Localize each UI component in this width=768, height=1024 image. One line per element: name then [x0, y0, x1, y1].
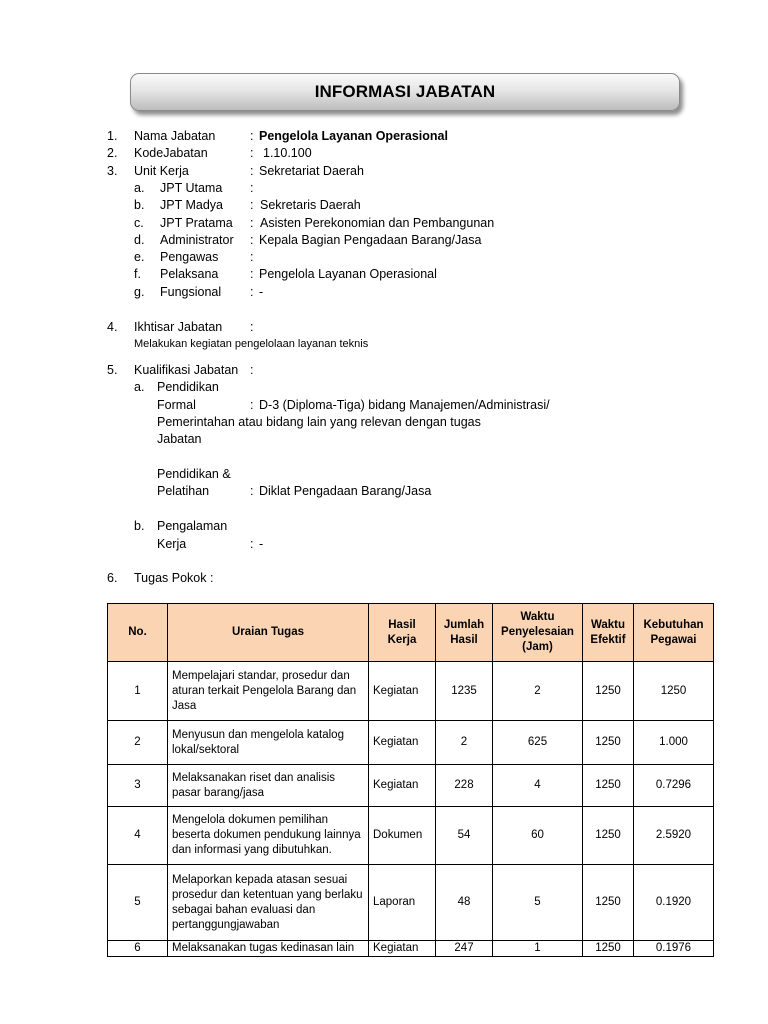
- cell-no: 2: [108, 721, 168, 765]
- header-line: Waktu: [520, 611, 555, 623]
- cell-no: 1: [108, 662, 168, 721]
- cell-jumlah: 247: [436, 941, 493, 957]
- cell-waktu-penyelesaian: 5: [493, 865, 583, 941]
- cell-jumlah: 1235: [436, 662, 493, 721]
- pengalaman-colon: :: [250, 537, 254, 551]
- header-line: Kebutuhan: [643, 618, 704, 631]
- table-row: [108, 807, 714, 865]
- field-colon: :: [250, 146, 254, 160]
- diklat-label-line2: Pelatihan: [157, 484, 210, 498]
- cell-kebutuhan: 1.000: [634, 721, 714, 765]
- item-value: Asisten Perekonomian dan Pembangunan: [260, 216, 495, 230]
- cell-waktu-penyelesaian: 60: [493, 807, 583, 865]
- cell-waktu-efektif: 1250: [583, 865, 634, 941]
- item-letter: c.: [134, 216, 144, 230]
- header-uraian-tugas: Uraian Tugas: [168, 604, 369, 662]
- table-header-row: [108, 604, 714, 662]
- table-row: [108, 765, 714, 807]
- item-label: Administrator: [160, 233, 234, 247]
- cell-waktu-efektif: 1250: [583, 941, 634, 957]
- header-jumlah-hasil: [436, 604, 493, 662]
- cell-waktu-efektif: 1250: [583, 662, 634, 721]
- item-letter: e.: [134, 250, 145, 264]
- formal-label: Formal: [157, 398, 196, 412]
- header-waktu-efektif: [583, 604, 634, 662]
- header-line: Waktu: [590, 618, 626, 631]
- item-letter: a.: [134, 181, 145, 195]
- field-label: Nama Jabatan: [134, 129, 216, 143]
- item-label: JPT Utama: [160, 181, 223, 195]
- cell-hasil: Kegiatan: [369, 765, 436, 807]
- cell-waktu-penyelesaian: 625: [493, 721, 583, 765]
- item-colon: :: [250, 233, 254, 247]
- header-line: Hasil: [450, 633, 478, 646]
- item-label: Pengawas: [160, 250, 219, 264]
- field-colon: :: [250, 129, 254, 143]
- field-number: 3.: [107, 164, 118, 178]
- cell-hasil: Dokumen: [369, 807, 436, 865]
- cell-kebutuhan: 1250: [634, 662, 714, 721]
- field-label: KodeJabatan: [134, 146, 208, 160]
- cell-hasil: Kegiatan: [369, 662, 436, 721]
- cell-waktu-penyelesaian: 2: [493, 662, 583, 721]
- formal-value-line3: Jabatan: [157, 432, 202, 446]
- table-row: [108, 941, 714, 957]
- field-number: 1.: [107, 129, 118, 143]
- field-number: 2.: [107, 146, 118, 160]
- pengalaman-value: -: [259, 537, 264, 551]
- section-label: Kualifikasi Jabatan: [134, 363, 239, 377]
- header-line: Pegawai: [650, 633, 697, 646]
- diklat-label-line1: Pendidikan &: [157, 467, 231, 481]
- title-banner: [130, 73, 680, 111]
- cell-hasil: Kegiatan: [369, 941, 436, 957]
- cell-waktu-efektif: 1250: [583, 765, 634, 807]
- page-title: INFORMASI JABATAN: [314, 82, 496, 101]
- item-label: Pelaksana: [160, 267, 219, 281]
- cell-no: 4: [108, 807, 168, 865]
- cell-hasil: Laporan: [369, 865, 436, 941]
- cell-uraian: Melaporkan kepada atasan sesuai prosedur dan ketentuan yang berlaku sebagai bahan evaluasi dan pertanggungjawaban: [168, 865, 369, 941]
- header-hasil-kerja: Hasil Kerja: [369, 604, 436, 662]
- table-row: [108, 865, 714, 941]
- item-label: Fungsional: [160, 285, 222, 299]
- item-colon: :: [250, 267, 254, 281]
- header-line: (Jam): [522, 641, 553, 653]
- cell-kebutuhan: 0.1920: [634, 865, 714, 941]
- cell-jumlah: 48: [436, 865, 493, 941]
- tugas-pokok-table: [107, 603, 714, 957]
- cell-hasil: Kegiatan: [369, 721, 436, 765]
- cell-uraian: Mempelajari standar, prosedur dan aturan terkait Pengelola Barang dan Jasa: [168, 662, 369, 721]
- pengalaman-label-line1: Pengalaman: [157, 519, 228, 533]
- formal-value-line2: Pemerintahan atau bidang lain yang relevan dengan tugas: [157, 415, 481, 429]
- formal-colon: :: [250, 398, 254, 412]
- item-letter: b.: [134, 198, 145, 212]
- section-number: 6.: [107, 571, 118, 585]
- section-label: Tugas Pokok :: [134, 571, 214, 585]
- pengalaman-label-line2: Kerja: [157, 537, 187, 551]
- cell-no: 3: [108, 765, 168, 807]
- header-line: Penyelesaian: [501, 626, 574, 638]
- item-colon: :: [250, 181, 254, 195]
- item-colon: :: [250, 198, 254, 212]
- field-label: Unit Kerja: [134, 164, 189, 178]
- item-letter: b.: [134, 519, 145, 533]
- item-colon: :: [250, 216, 254, 230]
- pendidikan-label: Pendidikan: [157, 380, 219, 394]
- item-letter: g.: [134, 285, 145, 299]
- header-waktu-penyelesaian: [493, 604, 583, 662]
- section-label: Ikhtisar Jabatan: [134, 320, 223, 334]
- formal-value-line1: D-3 (Diploma-Tiga) bidang Manajemen/Administrasi/: [259, 398, 550, 412]
- item-label: JPT Pratama: [160, 216, 233, 230]
- cell-kebutuhan: 2.5920: [634, 807, 714, 865]
- item-colon: :: [250, 250, 254, 264]
- header-line: Jumlah: [443, 618, 485, 631]
- cell-uraian: Melaksanakan riset dan analisis pasar barang/jasa: [168, 765, 369, 807]
- ikhtisar-text: Melakukan kegiatan pengelolaan layanan teknis: [134, 338, 369, 350]
- cell-kebutuhan: 0.1976: [634, 941, 714, 957]
- header-line: Efektif: [590, 633, 626, 646]
- cell-waktu-penyelesaian: 4: [493, 765, 583, 807]
- item-letter: f.: [134, 267, 141, 281]
- item-letter: d.: [134, 233, 145, 247]
- field-value: Pengelola Layanan Operasional: [259, 129, 448, 143]
- header-no: No.: [108, 604, 168, 662]
- item-value: Kepala Bagian Pengadaan Barang/Jasa: [259, 233, 482, 247]
- field-value: Sekretariat Daerah: [259, 164, 364, 178]
- cell-waktu-efektif: 1250: [583, 807, 634, 865]
- table-row: [108, 662, 714, 721]
- diklat-value: Diklat Pengadaan Barang/Jasa: [259, 484, 432, 498]
- section-colon: :: [250, 320, 254, 334]
- cell-uraian: Melaksanakan tugas kedinasan lain: [168, 941, 369, 957]
- cell-uraian: Mengelola dokumen pemilihan beserta dokumen pendukung lainnya dan informasi yang dibutuhkan.: [168, 807, 369, 865]
- cell-no: 5: [108, 865, 168, 941]
- field-colon: :: [250, 164, 254, 178]
- diklat-colon: :: [250, 484, 254, 498]
- section-number: 4.: [107, 320, 118, 334]
- table-row: [108, 721, 714, 765]
- cell-jumlah: 2: [436, 721, 493, 765]
- item-value: -: [259, 285, 264, 299]
- header-kebutuhan-pegawai: [634, 604, 714, 662]
- section-number: 5.: [107, 363, 118, 377]
- item-letter: a.: [134, 380, 145, 394]
- item-value: Pengelola Layanan Operasional: [259, 267, 437, 281]
- cell-waktu-penyelesaian: 1: [493, 941, 583, 957]
- section-colon: :: [250, 363, 254, 377]
- cell-uraian: Menyusun dan mengelola katalog lokal/sektoral: [168, 721, 369, 765]
- cell-jumlah: 54: [436, 807, 493, 865]
- cell-jumlah: 228: [436, 765, 493, 807]
- item-label: JPT Madya: [160, 198, 223, 212]
- cell-no: 6: [108, 941, 168, 957]
- item-colon: :: [250, 285, 254, 299]
- cell-kebutuhan: 0.7296: [634, 765, 714, 807]
- item-value: Sekretaris Daerah: [260, 198, 361, 212]
- cell-waktu-efektif: 1250: [583, 721, 634, 765]
- field-value: 1.10.100: [263, 146, 312, 160]
